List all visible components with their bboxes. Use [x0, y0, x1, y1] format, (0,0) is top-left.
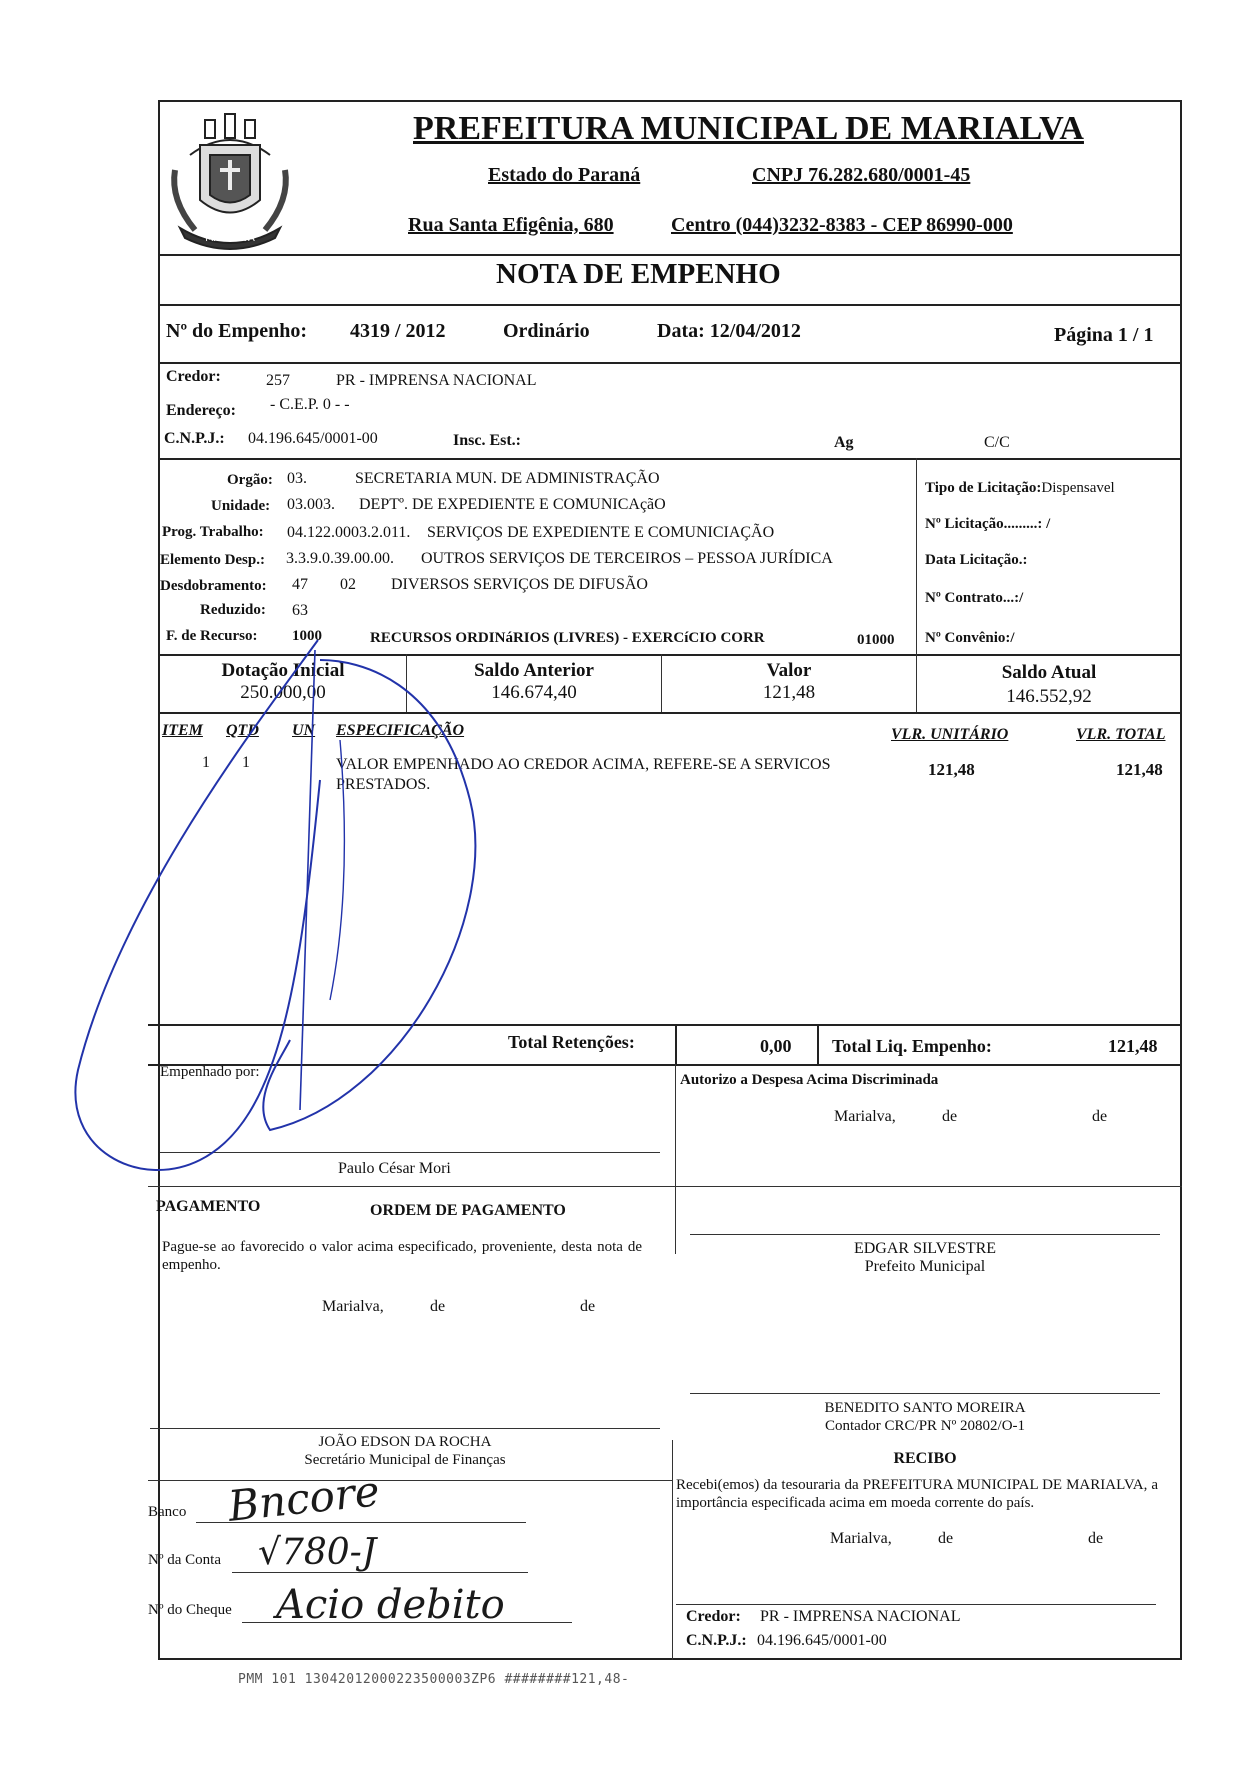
tipo-licitacao-value: Dispensavel — [1041, 480, 1115, 496]
address-label: Endereço: — [166, 402, 236, 419]
saldo-anterior-label: Saldo Anterior — [474, 660, 594, 681]
orgao-name: SECRETARIA MUN. DE ADMINISTRAÇÃO — [355, 470, 660, 487]
desdobramento-code: 47 — [292, 576, 308, 593]
saldo-anterior-value: 146.674,40 — [491, 682, 577, 703]
retencoes-value: 0,00 — [760, 1036, 792, 1056]
col-item: ITEM — [162, 722, 203, 739]
reduzido-label: Reduzido: — [200, 602, 266, 618]
contrato-number: Nº Contrato...:/ — [925, 590, 1024, 606]
row-total-value: 121,48 — [1116, 760, 1163, 779]
orgao-code: 03. — [287, 470, 307, 487]
credor-code: 257 — [266, 372, 290, 389]
pagamento-text: Pague-se ao favorecido o valor acima especificado, proveniente, desta nota de empenho. — [162, 1239, 642, 1273]
municipality-cnpj: CNPJ 76.282.680/0001-45 — [752, 164, 971, 186]
recibo-de2: de — [1088, 1530, 1104, 1547]
page-number: Página 1 / 1 — [1054, 324, 1154, 346]
elemento-label: Elemento Desp.: — [160, 552, 265, 568]
autorizo-text: Autorizo a Despesa Acima Discriminada — [680, 1072, 939, 1088]
contador-name: BENEDITO SANTO MOREIRA — [824, 1400, 1026, 1416]
empenho-date: Data: 12/04/2012 — [657, 320, 801, 342]
secretario-role: Secretário Municipal de Finanças — [304, 1452, 506, 1468]
prog-trabalho-code: 04.122.0003.2.011. — [287, 524, 411, 541]
insc-est-label: Insc. Est.: — [453, 432, 522, 449]
municipality-address: Rua Santa Efigênia, 680 — [408, 214, 614, 236]
state-name: Estado do Paraná — [488, 164, 641, 186]
licitacao-number: Nº Licitação.........: / — [925, 516, 1051, 532]
empenho-number-label: Nº do Empenho: — [166, 320, 308, 342]
recurso-label: F. de Recurso: — [166, 628, 258, 644]
handwritten-bank: Bncore — [225, 1466, 382, 1531]
col-qtd: QTD — [226, 722, 259, 739]
ordem-pagamento-label: ORDEM DE PAGAMENTO — [370, 1202, 566, 1219]
prog-trabalho-label: Prog. Trabalho: — [162, 524, 264, 540]
handwritten-cheque: Acio debito — [276, 1582, 505, 1628]
pagamento-de2: de — [580, 1298, 596, 1315]
banco-label: Banco — [148, 1504, 187, 1520]
recurso-number: 01000 — [857, 632, 895, 648]
pagamento-label: PAGAMENTO — [156, 1198, 261, 1215]
recibo-credor-value: PR - IMPRENSA NACIONAL — [760, 1608, 961, 1625]
crest-banner-text: MARIALVA — [205, 233, 255, 244]
footer-code: PMM 101 13042012000223500003ZP6 ########121,48- — [238, 1672, 630, 1687]
row-item: 1 — [202, 754, 210, 771]
col-vlr-unitario: VLR. UNITÁRIO — [891, 726, 1009, 743]
account-label: C/C — [984, 434, 1010, 451]
conta-label: Nº da Conta — [148, 1552, 221, 1568]
desdobramento-name: DIVERSOS SERVIÇOS DE DIFUSÃO — [391, 576, 648, 593]
prefeito-role: Prefeito Municipal — [864, 1258, 986, 1275]
recibo-de1: de — [938, 1530, 954, 1547]
pagamento-city: Marialva, — [322, 1298, 384, 1315]
empenho-type: Ordinário — [503, 320, 590, 342]
valor-value: 121,48 — [762, 682, 816, 703]
unidade-name: DEPTº. DE EXPEDIENTE E COMUNICAçãO — [359, 496, 666, 513]
credor-address: - C.E.P. 0 - - — [270, 396, 350, 413]
col-especificacao: ESPECIFICAÇÃO — [336, 722, 465, 739]
recibo-cnpj-label: C.N.P.J.: — [686, 1632, 747, 1649]
retencoes-label: Total Retenções: — [508, 1032, 635, 1052]
dotacao-label: Dotação Inicial — [221, 660, 345, 681]
recurso-name: RECURSOS ORDINáRIOS (LIVRES) - EXERCíCIO CORR — [370, 630, 765, 646]
tipo-licitacao-label: Tipo de Licitação:Dispensavel — [925, 480, 1115, 496]
liquido-label: Total Liq. Empenho: — [832, 1036, 992, 1056]
credor-name: PR - IMPRENSA NACIONAL — [336, 372, 537, 389]
secretario-name: JOÃO EDSON DA ROCHA — [318, 1434, 492, 1450]
row-qtd: 1 — [242, 754, 250, 771]
credor-cnpj-label: C.N.P.J.: — [164, 430, 225, 447]
row-unit-value: 121,48 — [928, 760, 975, 779]
autorizo-de2: de — [1092, 1108, 1108, 1125]
autorizo-de1: de — [942, 1108, 958, 1125]
recurso-code: 1000 — [292, 628, 322, 644]
pagamento-de1: de — [430, 1298, 446, 1315]
convenio-number: Nº Convênio:/ — [925, 630, 1015, 646]
unidade-label: Unidade: — [211, 498, 271, 514]
document-title: NOTA DE EMPENHO — [496, 258, 781, 290]
empenhado-label: Empenhado por: — [160, 1064, 260, 1080]
recibo-city: Marialva, — [830, 1530, 892, 1547]
reduzido-value: 63 — [292, 602, 308, 619]
orgao-label: Orgão: — [227, 472, 273, 488]
cheque-label: Nº do Cheque — [148, 1602, 232, 1618]
row-description-line1: VALOR EMPENHADO AO CREDOR ACIMA, REFERE-SE A SERVICOS — [336, 756, 831, 773]
recibo-credor-label: Credor: — [686, 1608, 741, 1625]
elemento-name: OUTROS SERVIÇOS DE TERCEIROS – PESSOA JURÍDICA — [421, 550, 833, 567]
municipality-title: PREFEITURA MUNICIPAL DE MARIALVA — [413, 110, 1084, 147]
licitacao-date: Data Licitação.: — [925, 552, 1028, 568]
prog-trabalho-name: SERVIÇOS DE EXPEDIENTE E COMUNICIAÇÃO — [427, 524, 775, 541]
desdobramento-label: Desdobramento: — [160, 578, 267, 594]
unidade-code: 03.003. — [287, 496, 335, 513]
contador-role: Contador CRC/PR Nº 20802/O-1 — [824, 1418, 1026, 1434]
row-description-line2: PRESTADOS. — [336, 776, 431, 793]
prefeito-name: EDGAR SILVESTRE — [853, 1240, 997, 1257]
valor-label: Valor — [766, 660, 812, 681]
handwritten-account: √780-J — [258, 1532, 377, 1573]
dotacao-value: 250.000,00 — [240, 682, 326, 703]
recibo-title: RECIBO — [893, 1450, 957, 1467]
desdobramento-sub: 02 — [340, 576, 356, 593]
credor-label: Credor: — [166, 368, 221, 385]
recibo-cnpj-value: 04.196.645/0001-00 — [757, 1632, 887, 1649]
saldo-atual-value: 146.552,92 — [1006, 686, 1092, 707]
autorizo-city: Marialva, — [834, 1108, 896, 1125]
credor-cnpj: 04.196.645/0001-00 — [248, 430, 378, 447]
empenhado-name: Paulo César Mori — [338, 1160, 451, 1177]
municipality-contact: Centro (044)3232-8383 - CEP 86990-000 — [671, 214, 1013, 236]
saldo-atual-label: Saldo Atual — [1001, 662, 1097, 683]
agency-label: Ag — [834, 434, 854, 451]
col-un: UN — [292, 722, 316, 739]
liquido-value: 121,48 — [1108, 1036, 1158, 1056]
elemento-code: 3.3.9.0.39.00.00. — [286, 550, 394, 567]
empenho-number: 4319 / 2012 — [350, 320, 446, 342]
col-vlr-total: VLR. TOTAL — [1076, 726, 1166, 743]
recibo-text: Recebi(emos) da tesouraria da PREFEITURA MUNICIPAL DE MARIALVA, a importância especificada acima em moeda corrente do país. — [676, 1477, 1158, 1511]
